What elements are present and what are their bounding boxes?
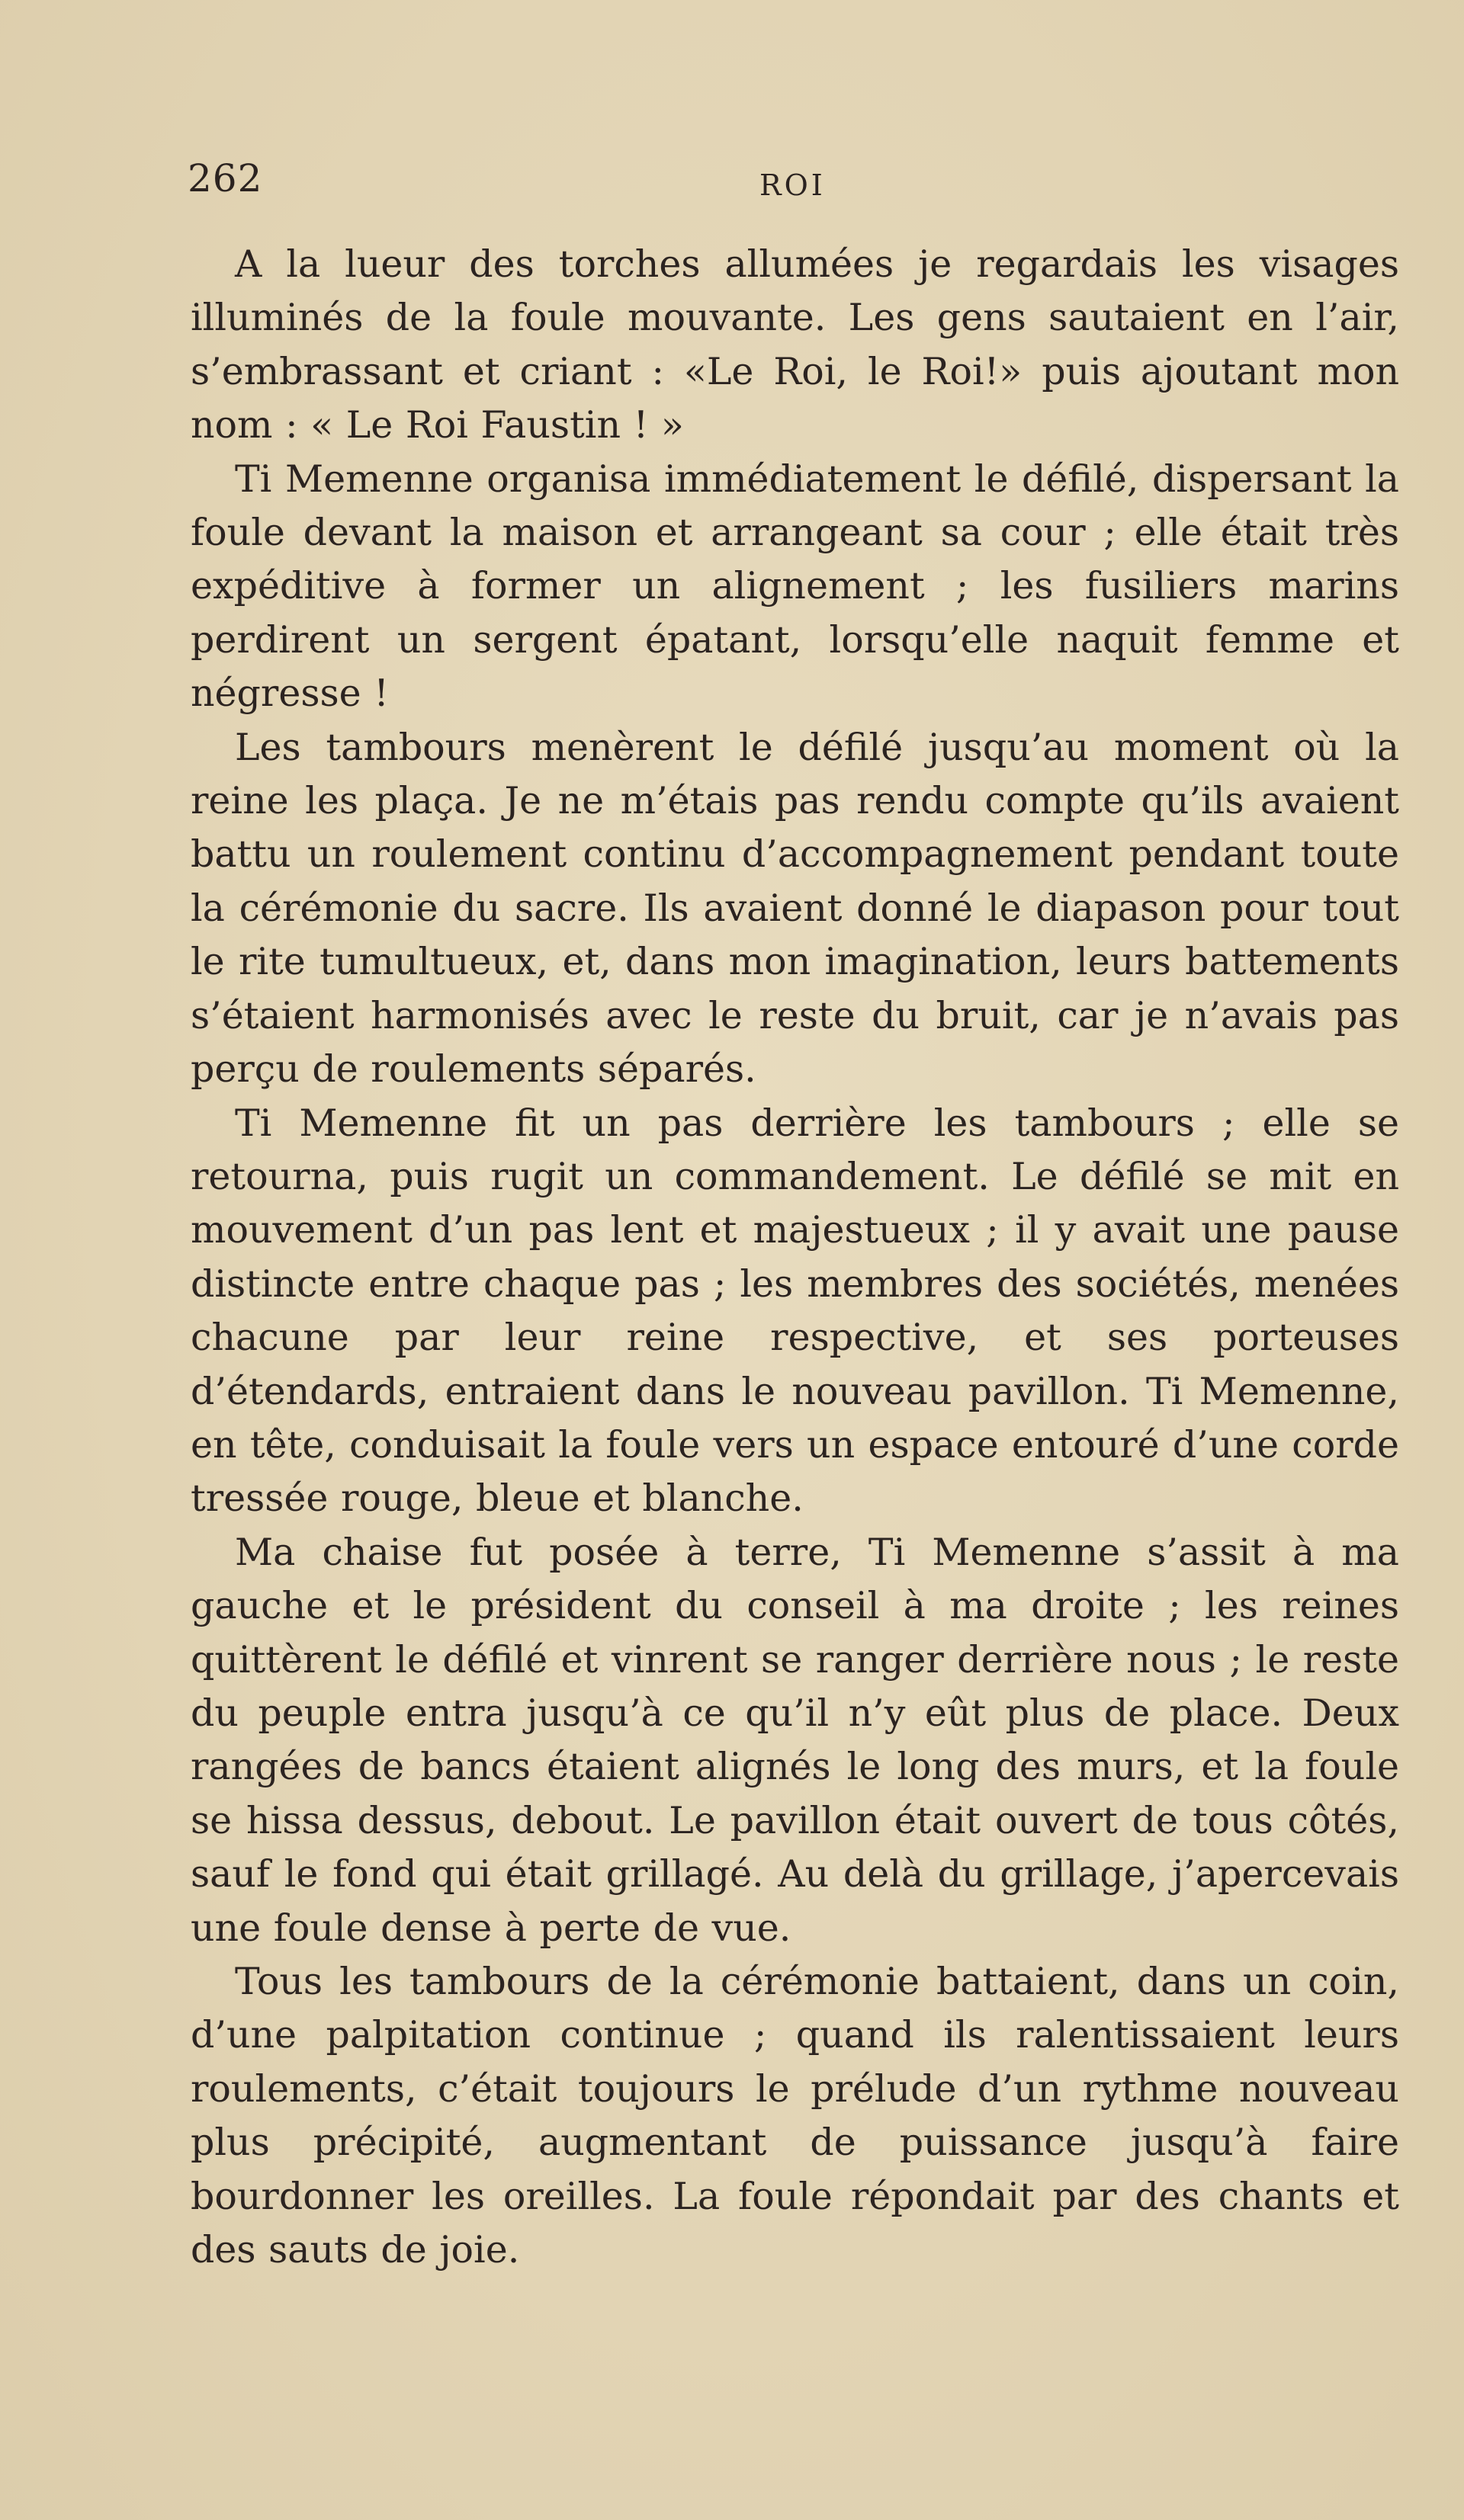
body-text xyxy=(191,238,1399,2277)
paragraph-2: Ti Memenne organisa immédiatement le défilé, dispersant la foule devant la maison et arrangeant sa cour ; elle était très expéditive à former un alignement ; les fusiliers marins perdirent un sergent épatant, lorsqu’elle naquit femme et négresse ! xyxy=(191,457,1399,716)
paragraph-3: Les tambours menèrent le défilé jusqu’au moment où la reine les plaça. Je ne m’étais pas rendu compte qu’ils avaient battu un roulement continu d’accompagnement pendant toute la cérémonie du sacre. Ils avaient donné le diapason pour tout le rite tumultueux, et, dans mon imagination, leurs battements s’étaient harmonisés avec le reste du bruit, car je n’avais pas perçu de roulements séparés. xyxy=(191,725,1399,1092)
paragraph-4: Ti Memenne fit un pas derrière les tambours ; elle se retourna, puis rugit un commandement. Le défilé se mit en mouvement d’un pas lent et majestueux ; il y avait une pause distincte entre chaque pas ; les membres des sociétés, menées chacune par leur reine respective, et ses porteuses d’étendards, entraient dans le nouveau pavillon. Ti Memenne, en tête, conduisait la foule vers un espace entouré d’une corde tressée rouge, bleue et blanche. xyxy=(191,1101,1399,1521)
paragraph-5: Ma chaise fut posée à terre, Ti Memenne s’assit à ma gauche et le président du conseil à ma droite ; les reines quittèrent le défilé et vinrent se ranger derrière nous ; le reste du peuple entra jusqu’à ce qu’il n’y eût plus de place. Deux rangées de bancs étaient alignés le long des murs, et la foule se hissa dessus, debout. Le pavillon était ouvert de tous côtés, sauf le fond qui était grillagé. Au delà du grillage, j’apercevais une foule dense à perte de vue. xyxy=(191,1530,1399,1950)
running-head xyxy=(188,156,1400,210)
paragraph-6: Tous les tambours de la cérémonie battaient, dans un coin, d’une palpitation continue ; quand ils ralentissaient leurs roulements, c’était toujours le prélude d’un rythme nouveau plus précipité, augmentant de puissance jusqu’à faire bourdonner les oreilles. La foule répondait par des chants et des sauts de joie. xyxy=(191,1960,1399,2272)
paragraph-1: A la lueur des torches allumées je regardais les visages illuminés de la foule mouvante. Les gens sautaient en l’air, s’embrassant et criant : «Le Roi, le Roi!» puis ajoutant mon nom : « Le Roi Faustin ! » xyxy=(191,242,1399,447)
running-title: ROI xyxy=(759,168,826,202)
page-number: 262 xyxy=(188,156,263,200)
